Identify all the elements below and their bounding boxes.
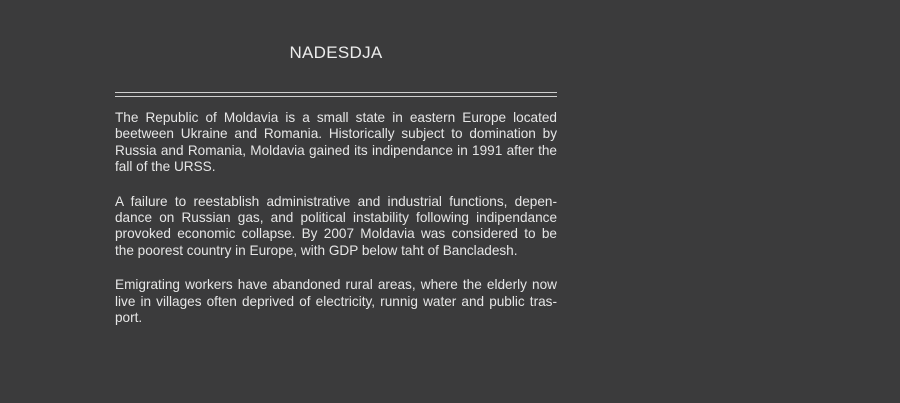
paragraph-intro: The Republic of Moldavia is a small state in eastern Europe located beetween Ukraine and Romania. Historically subject to domination by Russia and Romania, Moldavia gained its indipendance in 1991 after the fall of the URSS. (115, 110, 557, 175)
paragraph-emigration: Emigrating workers have abandoned rural areas, where the elderly now live in villages often deprived of electricity, runnig water and public tras-port. (115, 277, 557, 326)
article-body (115, 110, 557, 344)
page-title: NADESDJA (289, 43, 383, 62)
title-divider (115, 92, 557, 97)
paragraph-economy: A failure to reestablish administrative and industrial functions, depen-dance on Russian gas, and political instability following indipendance provoked economic collapse. By 2007 Moldavia was considered to be the poorest country in Europe, with GDP below taht of Bancladesh. (115, 193, 557, 258)
